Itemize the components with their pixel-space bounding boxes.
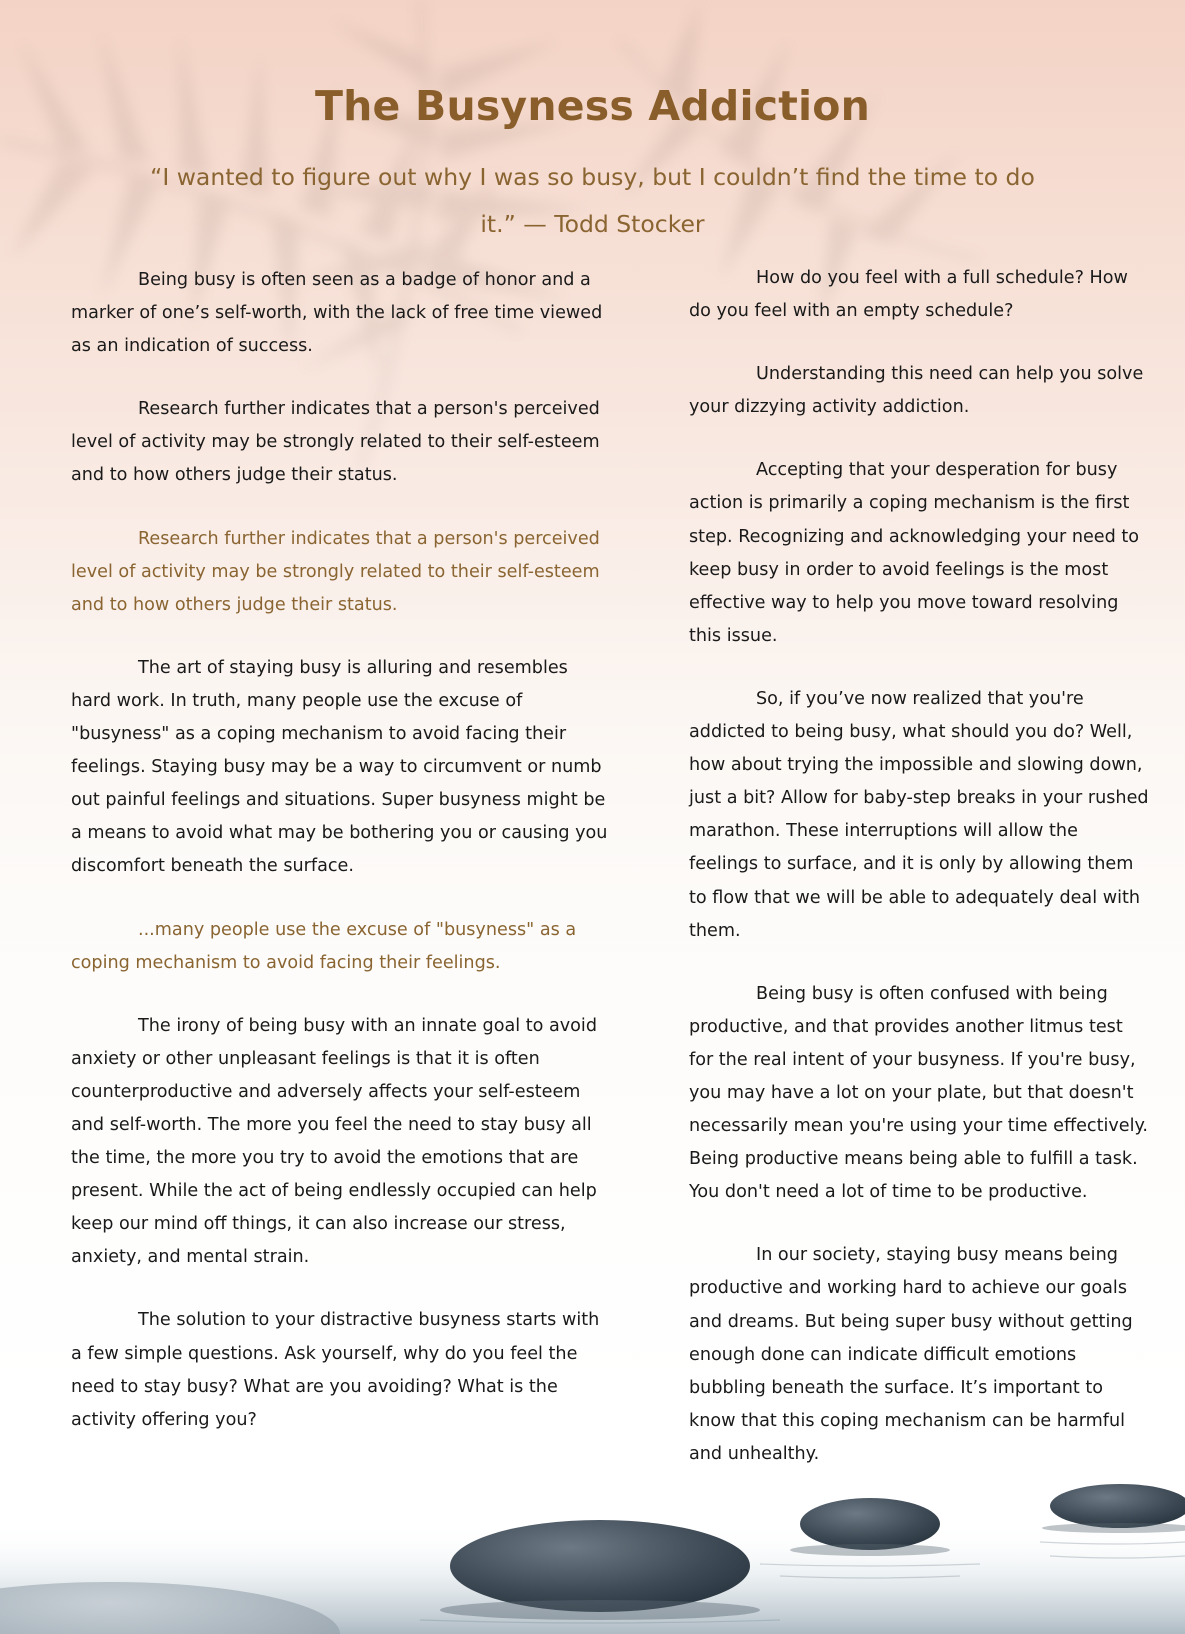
pull-quote: Research further indicates that a person's perceived level of activity may be strongly related to their self-esteem and to how others judge their status. xyxy=(71,528,600,615)
body-paragraph: Research further indicates that a person's perceived level of activity may be strongly related to their self-esteem and to how others judge their status. xyxy=(71,399,600,486)
body-paragraph: Accepting that your desperation for busy action is primarily a coping mechanism is the first step. Recognizing and acknowledging your need to keep busy in order to avoid feelings is the most effective way to help you move toward resolving this issue. xyxy=(689,460,1140,646)
zen-stones-in-water-icon xyxy=(0,1484,1185,1634)
body-paragraph: Being busy is often confused with being productive, and that provides another litmus test for the real intent of your busyness. If you're busy, you may have a lot on your plate, but that doesn't necessarily mean you're using your time effectively. Being productive means being able to fulfill a task. You don't need a lot of time to be productive. xyxy=(689,983,1148,1203)
left-column xyxy=(71,264,611,1467)
right-column xyxy=(689,262,1149,1501)
body-paragraph: Understanding this need can help you solve your dizzying activity addiction. xyxy=(689,364,1144,418)
body-paragraph: Being busy is often seen as a badge of honor and a marker of one’s self-worth, with the lack of free time viewed as an indication of success. xyxy=(71,270,603,357)
body-paragraph: How do you feel with a full schedule? How do you feel with an empty schedule? xyxy=(689,268,1128,322)
body-paragraph: In our society, staying busy means being productive and working hard to achieve our goals and dreams. But being super busy without getting enough done can indicate difficult emotions bubbling beneath the surface. It’s important to know that this coping mechanism can be harmful and unhealthy. xyxy=(689,1245,1133,1464)
body-paragraph: The art of staying busy is alluring and resembles hard work. In truth, many people use the excuse of "busyness" as a coping mechanism to avoid facing their feelings. Staying busy may be a way to circumvent or numb out painful feelings and situations. Super busyness might be a means to avoid what may be bothering you or causing you discomfort beneath the surface. xyxy=(71,657,608,877)
body-paragraph: The irony of being busy with an innate goal to avoid anxiety or other unpleasant feelings is that it is often counterproductive and adversely affects your self-esteem and self-worth. The more you feel the need to stay busy all the time, the more you try to avoid the emotions that are present. While the act of being endlessly occupied can help keep our mind off things, it can also increase our stress, anxiety, and mental strain. xyxy=(71,1015,597,1268)
epigraph-quote: “I wanted to figure out why I was so busy, but I couldn’t find the time to do it.” — Todd Stocker xyxy=(150,163,1035,238)
body-paragraph: So, if you’ve now realized that you're addicted to being busy, what should you do? Well, how about trying the impossible and slowing down, just a bit? Allow for baby-step breaks in your rushed marathon. These interruptions will allow the feelings to surface, and it is only by allowing them to flow that we will be able to adequately deal with them. xyxy=(689,688,1149,941)
page-title: The Busyness Addiction xyxy=(314,82,871,130)
body-paragraph: The solution to your distractive busyness starts with a few simple questions. Ask yourself, why do you feel the need to stay busy? What are you avoiding? What is the activity offering you? xyxy=(71,1310,600,1430)
pull-quote: ...many people use the excuse of "busyness" as a coping mechanism to avoid facing their feelings. xyxy=(71,919,577,973)
